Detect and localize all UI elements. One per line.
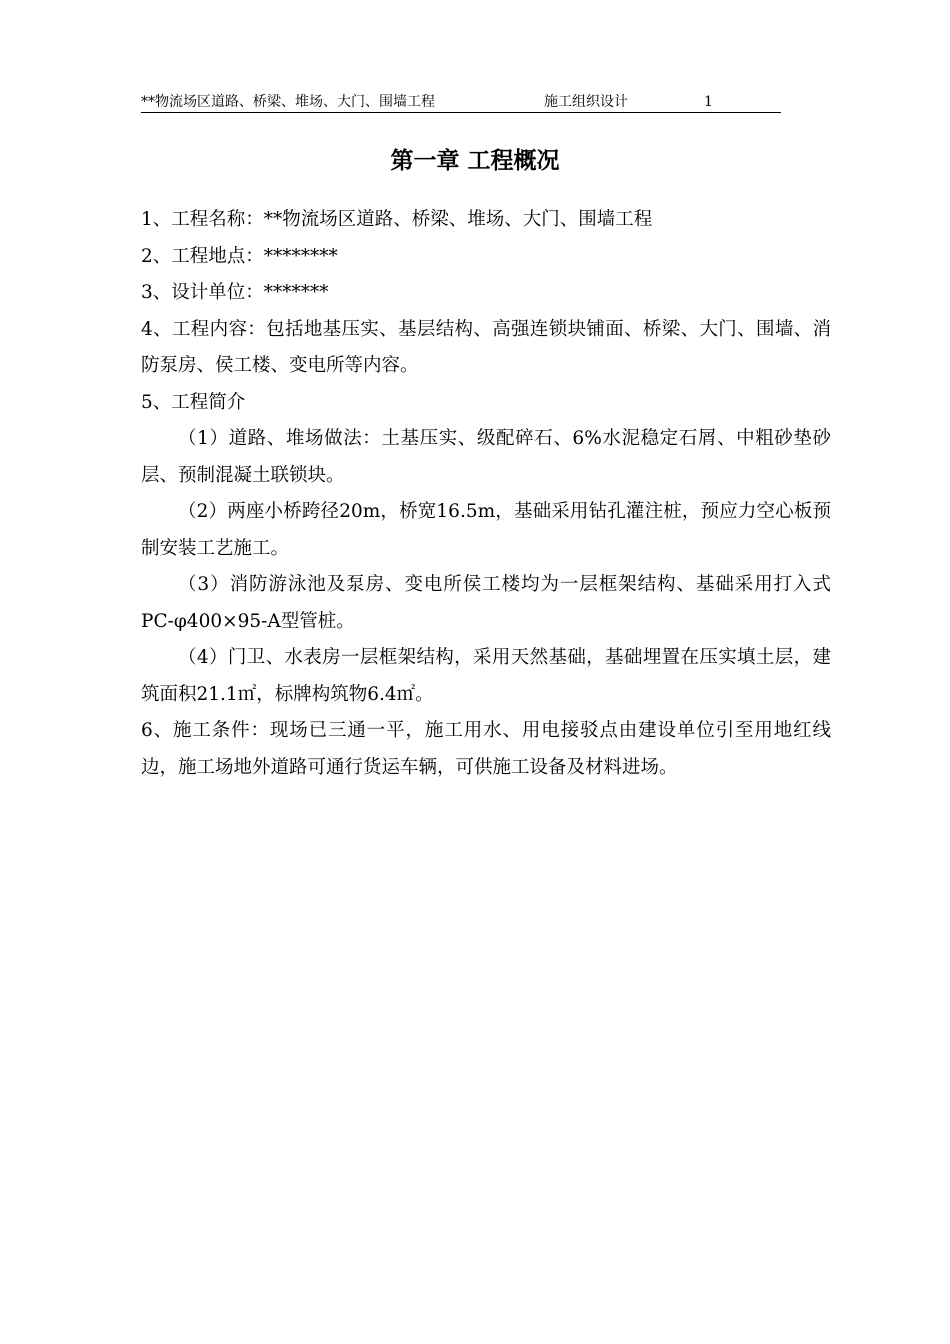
document-body (141, 202, 831, 786)
page-header (141, 92, 781, 113)
paragraph-project-location: 2、工程地点：******** (141, 245, 338, 267)
paragraph-construction-conditions: 6、施工条件：现场已三通一平，施工用水、用电接驳点由建设单位引至用地红线边，施工场地外道路可通行货运车辆，可供施工设备及材料进场。 (141, 720, 831, 778)
paragraph-project-intro-heading: 5、工程简介 (141, 391, 246, 413)
paragraph-intro-item-1: （1）道路、堆场做法：土基压实、级配碎石、6%水泥稳定石屑、中粗砂垫砂层、预制混凝土联锁块。 (141, 428, 831, 486)
header-title: **物流场区道路、桥梁、堆场、大门、围墙工程 (141, 94, 435, 110)
header-subtitle: 施工组织设计 (544, 94, 628, 110)
paragraph-project-content: 4、工程内容：包括地基压实、基层结构、高强连锁块铺面、桥梁、大门、围墙、消防泵房、侯工楼、变电所等内容。 (141, 318, 831, 376)
chapter-title: 第一章 工程概况 (390, 148, 560, 174)
header-page-number: 1 (704, 94, 713, 110)
paragraph-intro-item-3: （3）消防游泳池及泵房、变电所侯工楼均为一层框架结构、基础采用打入式PC-φ400×95-A型管桩。 (141, 574, 831, 632)
paragraph-intro-item-4: （4）门卫、水表房一层框架结构，采用天然基础，基础埋置在压实填土层，建筑面积21.1㎡，标牌构筑物6.4㎡。 (141, 647, 831, 705)
paragraph-intro-item-2: （2）两座小桥跨径20m，桥宽16.5m，基础采用钻孔灌注桩，预应力空心板预制安装工艺施工。 (141, 501, 831, 559)
paragraph-project-name: 1、工程名称：**物流场区道路、桥梁、堆场、大门、围墙工程 (141, 209, 653, 230)
paragraph-design-unit: 3、设计单位：******* (141, 282, 329, 303)
